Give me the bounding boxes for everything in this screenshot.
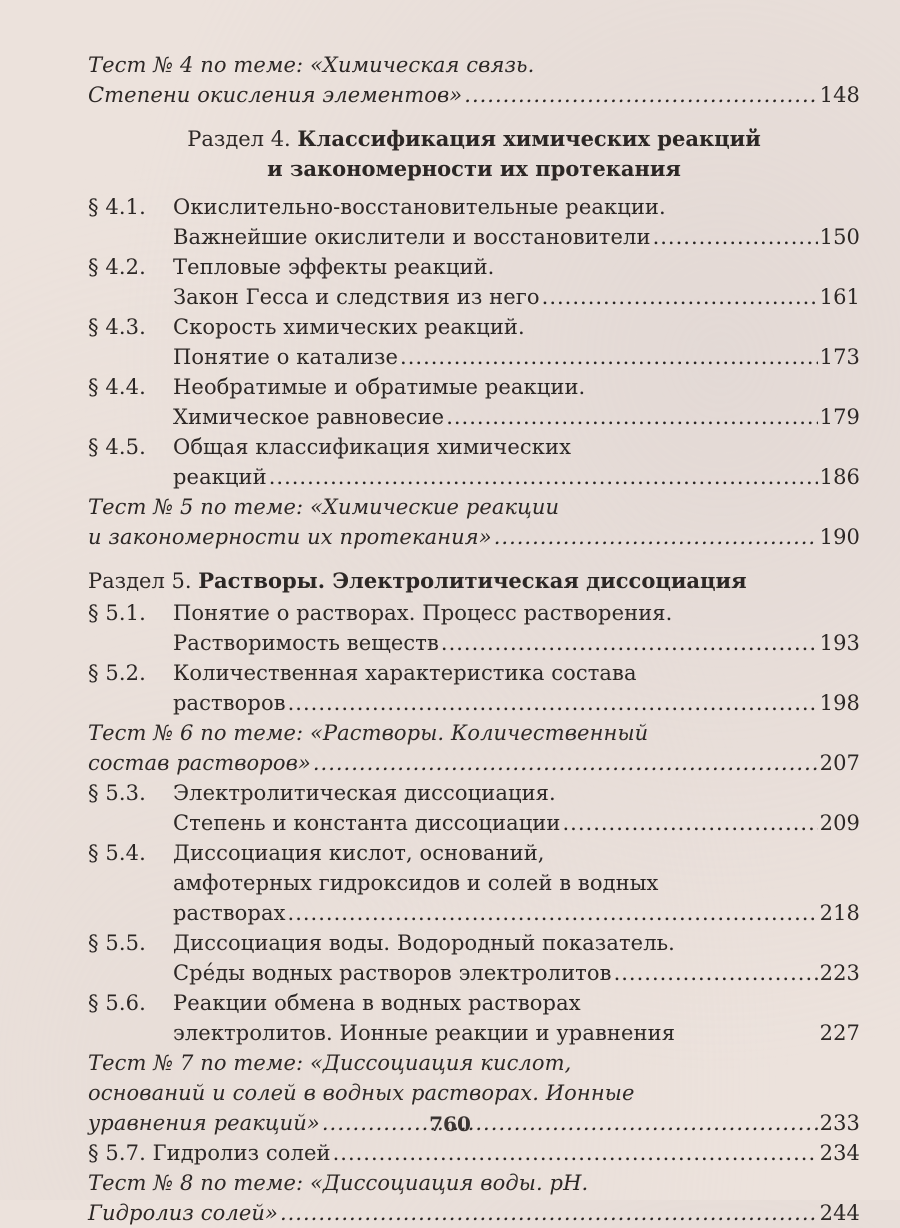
toc-para-5-4-line3 (88, 898, 860, 928)
toc-test-7-line2: оснований и солей в водных растворах. Ионные (88, 1081, 635, 1105)
toc-entry-text: Диссоциация кислот, оснований, (173, 841, 545, 865)
toc-page-number: 148 (819, 83, 860, 107)
toc-page-number: 179 (819, 405, 860, 429)
dot-leader (464, 80, 817, 110)
section-title: Классификация химических реакций (297, 126, 761, 151)
toc-para-5-4-line2: амфотерных гидроксидов и солей в водных (173, 871, 659, 895)
toc-para-5-1-line2 (88, 628, 860, 658)
toc-entry-text: растворах (173, 901, 286, 925)
toc-entry-text: Понятие о растворах. Процесс растворения. (173, 601, 673, 625)
toc-entry-text: Важнейшие окислители и восстановители (173, 225, 651, 249)
toc-page-number: 150 (819, 225, 860, 249)
toc-entry-text: Сре́ды водных растворов электролитов (173, 961, 612, 985)
para-number: § 4.3. (88, 315, 146, 339)
toc-entry-text: Закон Гесса и следствия из него (173, 285, 540, 309)
toc-entry-text: уравнения реакций» (88, 1111, 320, 1135)
toc-para-5-5-line1 (88, 928, 860, 958)
section-prefix: Раздел 5. (88, 569, 192, 593)
toc-entry-text: Общая классификация химических (173, 435, 572, 459)
para-number: § 5.4. (88, 841, 146, 865)
toc-para-5-2-line2 (88, 688, 860, 718)
toc-para-4-5-line2 (88, 462, 860, 492)
toc-page-number: 244 (819, 1201, 860, 1225)
toc-para-5-3-line2 (88, 808, 860, 838)
toc-page-number: 218 (819, 901, 860, 925)
toc-test-7-line1: Тест № 7 по теме: «Диссоциация кислот, (88, 1051, 572, 1075)
toc-para-4-3-line1 (88, 312, 860, 342)
toc-para-5-2-line1 (88, 658, 860, 688)
toc-entry-text: состав растворов» (88, 751, 311, 775)
section-prefix: Раздел 4. (187, 127, 291, 151)
dot-leader (441, 628, 818, 658)
dot-leader (614, 958, 818, 988)
toc-entry-text: Степени окисления элементов» (88, 83, 463, 107)
toc-entry-text: Диссоциация воды. Водородный показатель. (173, 931, 675, 955)
dot-leader (563, 808, 818, 838)
toc-para-4-3-line2 (88, 342, 860, 372)
toc-para-4-4-line2 (88, 402, 860, 432)
para-number: § 5.2. (88, 661, 146, 685)
toc-page-number: 209 (819, 811, 860, 835)
toc-entry-text: Химическое равновесие (173, 405, 445, 429)
dot-leader (653, 222, 818, 252)
para-number: § 4.2. (88, 255, 146, 279)
toc-para-5-4-line1 (88, 838, 860, 868)
toc-entry-text: Гидролиз солей» (88, 1201, 278, 1225)
dot-leader (446, 402, 817, 432)
toc-test-5-line2 (88, 522, 860, 552)
toc-entry-text: Растворимость веществ (173, 631, 439, 655)
toc-entry-text: растворов (173, 691, 286, 715)
para-number: § 5.7. (88, 1141, 146, 1165)
para-number: § 5.5. (88, 931, 146, 955)
dot-leader (288, 898, 818, 928)
toc-test-6-line2 (88, 748, 860, 778)
section-title: Растворы. Электролитическая диссоциация (198, 568, 747, 593)
toc-entry-text: Скорость химических реакций. (173, 315, 525, 339)
toc-para-5-5-line2 (88, 958, 860, 988)
toc-test-4-line1: Тест № 4 по теме: «Химическая связь. (88, 53, 535, 77)
section-4-heading-line2 (88, 154, 860, 184)
dot-leader (400, 342, 818, 372)
page-number: 760 (429, 1112, 471, 1136)
toc-para-5-7 (88, 1138, 860, 1168)
toc-test-5-line1: Тест № 5 по теме: «Химические реакции (88, 495, 560, 519)
toc-entry-text: и закономерности их протекания» (88, 525, 492, 549)
toc-page-number: 233 (819, 1111, 860, 1135)
toc-page-number: 193 (819, 631, 860, 655)
toc-para-4-1-line1 (88, 192, 860, 222)
dot-leader (494, 522, 818, 552)
toc-entry-text: Степень и константа диссоциации (173, 811, 561, 835)
toc-test-8-line2 (88, 1198, 860, 1228)
toc-entry-text: Электролитическая диссоциация. (173, 781, 556, 805)
toc-page-number: 186 (819, 465, 860, 489)
dot-leader (288, 688, 818, 718)
toc-entry-text: Тепловые эффекты реакций. (173, 255, 495, 279)
toc-para-4-2-line1 (88, 252, 860, 282)
toc-test-8-line1: Тест № 8 по теме: «Диссоциация воды. pH. (88, 1171, 589, 1195)
toc-entry-text: Окислительно-восстановительные реакции. (173, 195, 666, 219)
section-5-heading (88, 566, 860, 596)
toc-page-number: 227 (819, 1021, 860, 1045)
toc-page-number: 161 (819, 285, 860, 309)
toc-test-6-line1: Тест № 6 по теме: «Растворы. Количественный (88, 721, 649, 745)
toc-entry-text: Необратимые и обратимые реакции. (173, 375, 586, 399)
toc-page-number: 223 (819, 961, 860, 985)
toc-para-5-6-line2 (88, 1018, 860, 1048)
toc-entry-text: реакций (173, 465, 267, 489)
toc-para-5-3-line1 (88, 778, 860, 808)
toc-para-5-6-line1 (88, 988, 860, 1018)
dot-leader (280, 1198, 818, 1228)
toc-page-number: 198 (819, 691, 860, 715)
toc-para-4-2-line2 (88, 282, 860, 312)
para-number: § 4.5. (88, 435, 146, 459)
para-number: § 4.1. (88, 195, 146, 219)
toc-entry-text: Гидролиз солей (152, 1141, 331, 1165)
toc-para-4-4-line1 (88, 372, 860, 402)
para-number: § 5.3. (88, 781, 146, 805)
toc-entry-text: Реакции обмена в водных растворах (173, 991, 581, 1015)
dot-leader (313, 748, 818, 778)
section-title: и закономерности их протекания (267, 156, 681, 181)
table-of-contents (88, 50, 860, 1228)
para-number: § 5.1. (88, 601, 146, 625)
para-number: § 4.4. (88, 375, 146, 399)
toc-entry-text: Количественная характеристика состава (173, 661, 637, 685)
section-4-heading-line1 (88, 124, 860, 154)
dot-leader (269, 462, 818, 492)
toc-entry-text: Понятие о катализе (173, 345, 399, 369)
toc-page-number: 234 (819, 1141, 860, 1165)
toc-entry-text: электролитов. Ионные реакции и уравнения (173, 1021, 676, 1045)
toc-page-number: 173 (819, 345, 860, 369)
para-number: § 5.6. (88, 991, 146, 1015)
toc-para-4-1-line2 (88, 222, 860, 252)
toc-test-4-line2 (88, 80, 860, 110)
toc-page-number: 207 (819, 751, 860, 775)
dot-leader (333, 1138, 818, 1168)
toc-page-number: 190 (819, 525, 860, 549)
toc-para-5-1-line1 (88, 598, 860, 628)
toc-para-4-5-line1 (88, 432, 860, 462)
dot-leader (542, 282, 818, 312)
